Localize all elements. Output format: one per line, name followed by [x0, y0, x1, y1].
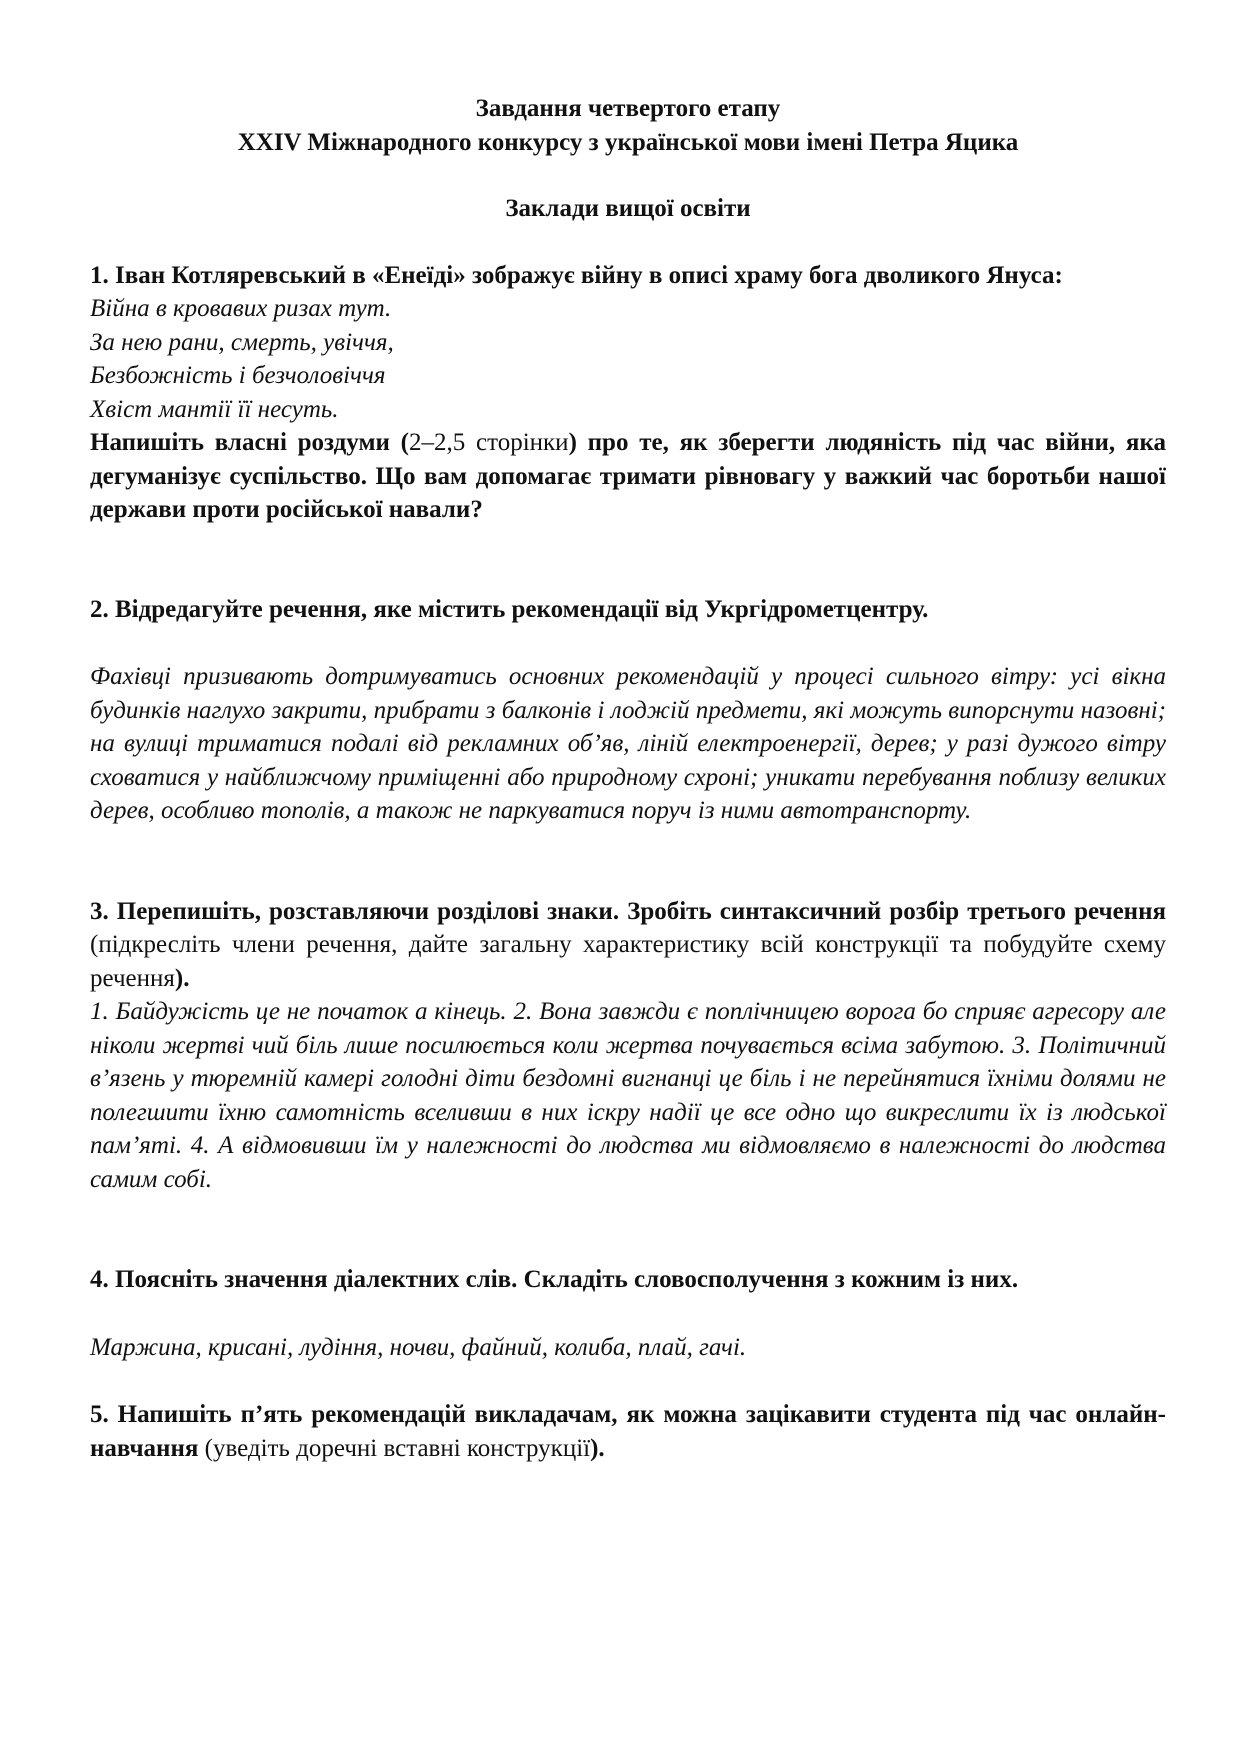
- task-1-instruction-end: ) про те, як зберегти людяність під час війни, яка дегуманізує суспільство. Що вам допомагає тримати рівновагу у важкий час боротьби нашої держави проти російської навали?: [90, 429, 1166, 523]
- poem-line: Війна в кровавих ризах тут.: [90, 295, 392, 322]
- task-3-heading-bold: 3. Перепишіть, розставляючи розділові знаки. Зробіть синтаксичний розбір третього речення: [90, 897, 1166, 925]
- task-3-heading-end: ).: [174, 964, 190, 992]
- task-1-intro: 1. Іван Котляревський в «Енеїді» зображує війну в описі храму бога дволикого Януса:: [90, 261, 1063, 289]
- poem-line: За нею рани, смерть, увіччя,: [90, 328, 394, 356]
- task-2-heading: 2. Відредагуйте речення, яке містить рекомендації від Укргідрометцентру.: [90, 595, 929, 623]
- task-3-heading: [90, 895, 1166, 996]
- task-1-poem: [90, 292, 1166, 426]
- task-2: [90, 593, 1166, 828]
- task-1-instruction-start: Напишіть власні роздуми (: [90, 429, 409, 456]
- header-line-2: XXIV Міжнародного конкурсу з української мови імені Петра Яцика: [237, 128, 1019, 156]
- task-3-text: 1. Байдужість це не початок а кінець. 2. Вона завжди є поплічницею ворога бо сприяє агресору але ніколи жертві чий біль лише посилюється коли жертва почувається всіма забутою. 3. Політичний в’язень у тюремній камері голодні діти бездомні вигнанці це біль і не перейнятися їхніми долями не полегшити їхню самотність вселивши в них іскру надії це все одно що викреслити їх із людської пам’яті. 4. А відмовивши їм у належності до людства ми відмовляємо в належності до людства самим собі.: [90, 998, 1166, 1193]
- task-1: [90, 259, 1166, 527]
- task-4-words: Маржина, крисані, лудіння, ночви, файний, колиба, плай, гачі.: [90, 1333, 747, 1361]
- task-5-heading-end: ).: [590, 1434, 605, 1462]
- task-1-instruction: [90, 426, 1166, 527]
- task-4-heading: 4. Поясніть значення діалектних слів. Складіть словосполучення з кожним із них.: [90, 1266, 1019, 1293]
- header-subtitle: Заклади вищої освіти: [505, 195, 751, 222]
- task-3: [90, 895, 1166, 1197]
- task-5-heading-bold: 5. Напишіть п’ять рекомендацій викладачам, як можна зацікавити студента під час онлайн-навчання: [90, 1401, 1166, 1462]
- task-1-page-count: 2–2,5 сторінки: [409, 429, 569, 456]
- poem-line: Хвіст мантії її несуть.: [90, 395, 339, 423]
- document-header: [90, 92, 1166, 226]
- task-4: [90, 1263, 1166, 1364]
- task-2-text: Фахівці призивають дотримуватись основних рекомендацій у процесі сильного вітру: усі вікна будинків наглухо закрити, прибрати з балконів і лоджій предмети, які можуть випорснути назовні; на вулиці триматися подалі від рекламних об’яв, ліній електроенергії, дерев; у разі дужого вітру сховатися у найближчому приміщенні або природному схроні; уникати перебування поблизу великих дерев, особливо тополів, а також не паркуватися поруч із ними автотранспорту.: [90, 663, 1166, 824]
- task-5-heading: [90, 1398, 1166, 1465]
- task-5-heading-note: (уведіть доречні вставні конструкції: [198, 1434, 591, 1462]
- poem-line: Безбожність і безчоловіччя: [90, 362, 386, 389]
- task-5: [90, 1398, 1166, 1465]
- task-3-heading-note: (підкресліть члени речення, дайте загальну характеристику всій конструкції та побудуйте схему речення: [90, 931, 1166, 992]
- header-line-1: Завдання четвертого етапу: [475, 95, 781, 122]
